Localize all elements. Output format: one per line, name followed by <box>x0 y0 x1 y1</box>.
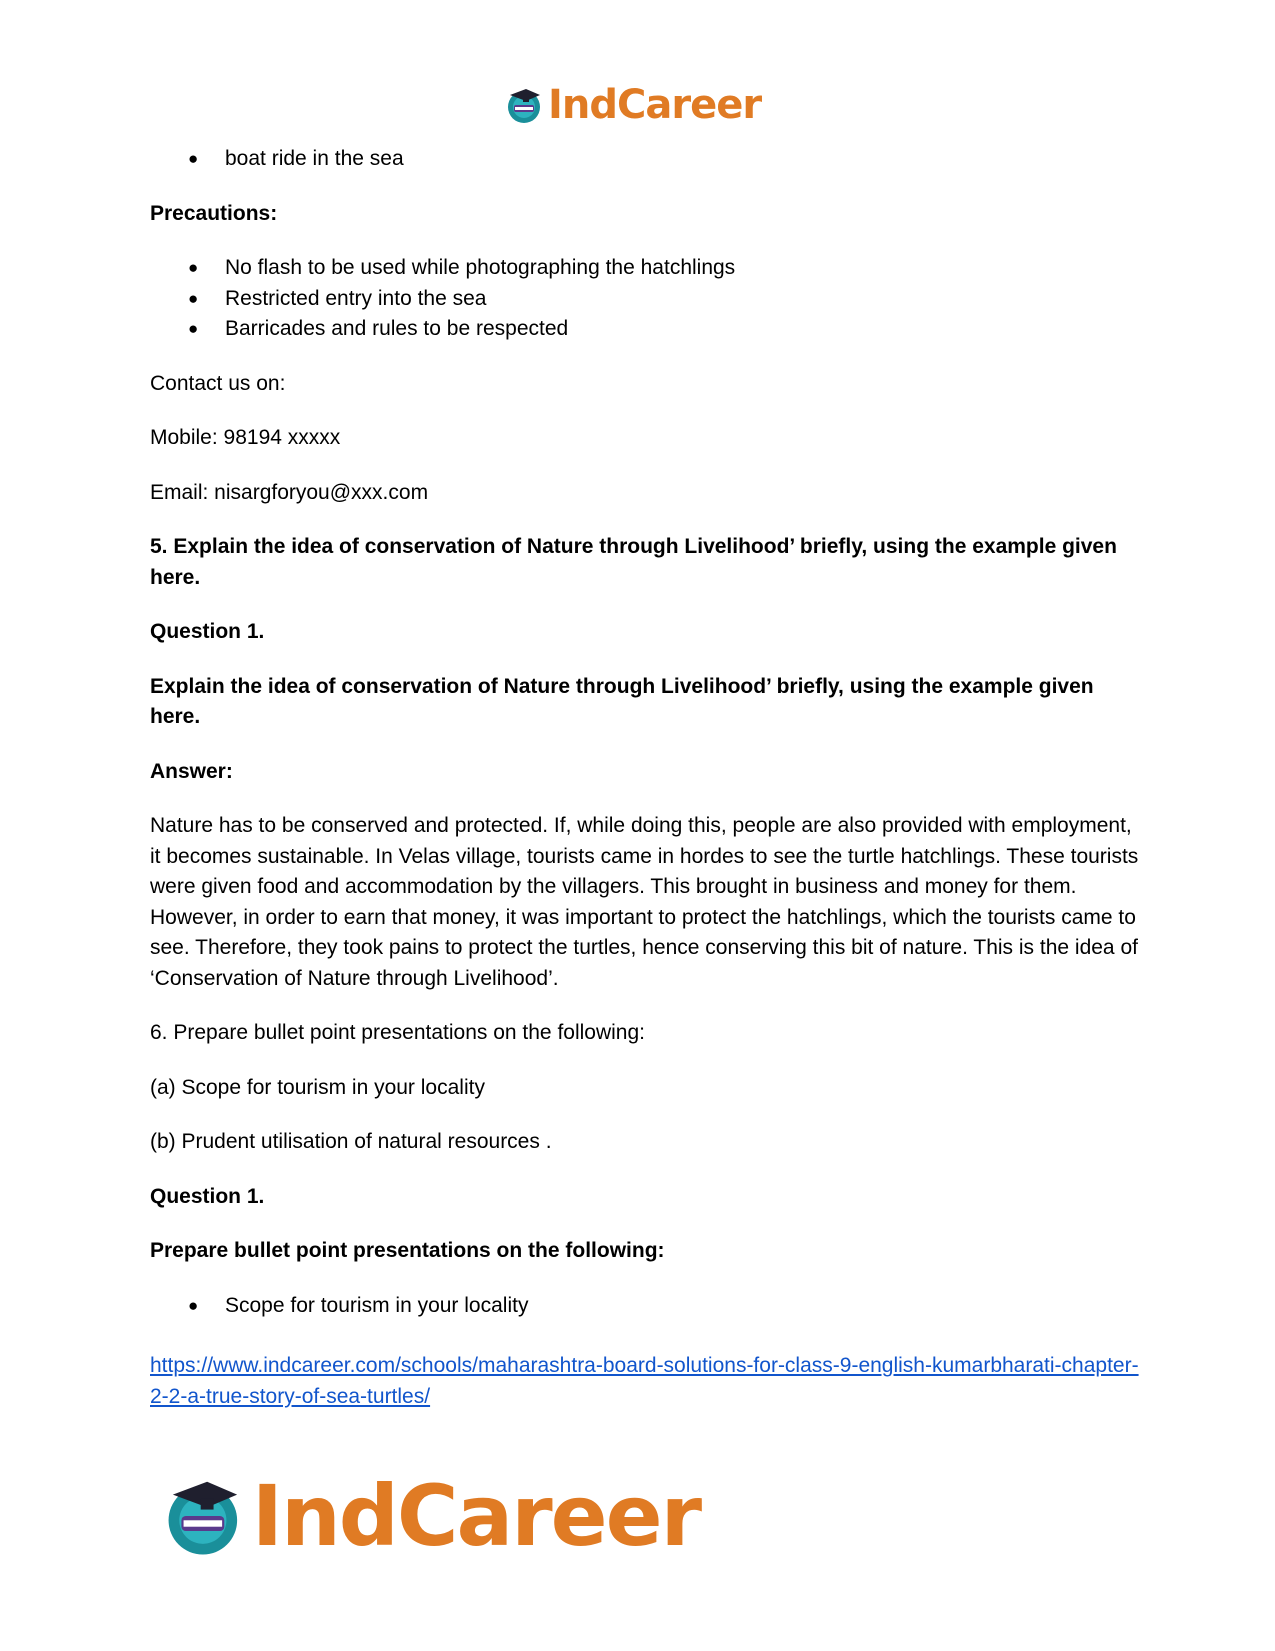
contact-email: Email: nisargforyou@xxx.com <box>150 480 429 504</box>
q5-answer: Nature has to be conserved and protected. If, while doing this, people are also provided with employment, it becomes sustainable. In Velas village, tourists came in hordes to see the turtle hatchlings. These tourists were given food and accommodation by the villagers. This brought in business and money for them. However, in order to earn that money, it was important to protect the hatchlings, which the tourists came to see. Therefore, they took pains to protect the turtles, hence conserving this bit of nature. This is the idea of ‘Conservation of Nature through Livelihood’. <box>150 814 1139 990</box>
brand-wordmark: IndCareer <box>548 82 762 128</box>
precautions-list <box>150 253 1140 345</box>
q6-bullet-list <box>150 1291 1140 1322</box>
bullet-icon: ● <box>188 149 199 168</box>
brand-wordmark: IndCareer <box>251 1467 700 1565</box>
list-item: ● Barricades and rules to be respected <box>150 314 1140 345</box>
q6-part-a: (a) Scope for tourism in your locality <box>150 1075 485 1099</box>
precautions-heading: Precautions: <box>150 201 278 225</box>
graduation-cap-globe-icon <box>160 1473 246 1559</box>
list-item: ● boat ride in the sea <box>150 144 1140 175</box>
q6-heading: 6. Prepare bullet point presentations on the following: <box>150 1021 645 1044</box>
list-item: ● Restricted entry into the sea <box>150 284 1140 315</box>
contact-intro: Contact us on: <box>150 371 286 395</box>
list-item: ● Scope for tourism in your locality <box>150 1291 1140 1322</box>
q5-question: Explain the idea of conservation of Nature through Livelihood’ briefly, using the example given here. <box>150 674 1094 728</box>
q6-part-b: (b) Prudent utilisation of natural resources . <box>150 1130 552 1153</box>
list-item: ● No flash to be used while photographing the hatchlings <box>150 253 1140 284</box>
bullet-icon: ● <box>188 258 199 277</box>
q6-question: Prepare bullet point presentations on the following: <box>150 1239 665 1262</box>
q5-answer-label: Answer: <box>150 759 233 783</box>
graduation-cap-globe-icon <box>504 85 544 125</box>
contact-mobile: Mobile: 98194 xxxxx <box>150 426 341 449</box>
header-logo <box>504 80 774 130</box>
source-link[interactable]: https://www.indcareer.com/schools/maharashtra-board-solutions-for-class-9-english-kumarbharati-chapter-2-2-a-true-story-of-sea-turtles/ <box>150 1354 1139 1408</box>
bullet-icon: ● <box>188 1295 199 1315</box>
q5-heading: 5. Explain the idea of conservation of Nature through Livelihood’ briefly, using the example given here. <box>150 535 1117 589</box>
bullet-icon: ● <box>188 319 199 338</box>
q5-question-label: Question 1. <box>150 620 265 643</box>
top-bullet-list <box>150 144 1140 175</box>
document-body <box>150 144 1140 1412</box>
q6-question-label: Question 1. <box>150 1184 265 1208</box>
footer-logo <box>160 1466 700 1566</box>
bullet-icon: ● <box>188 288 199 308</box>
